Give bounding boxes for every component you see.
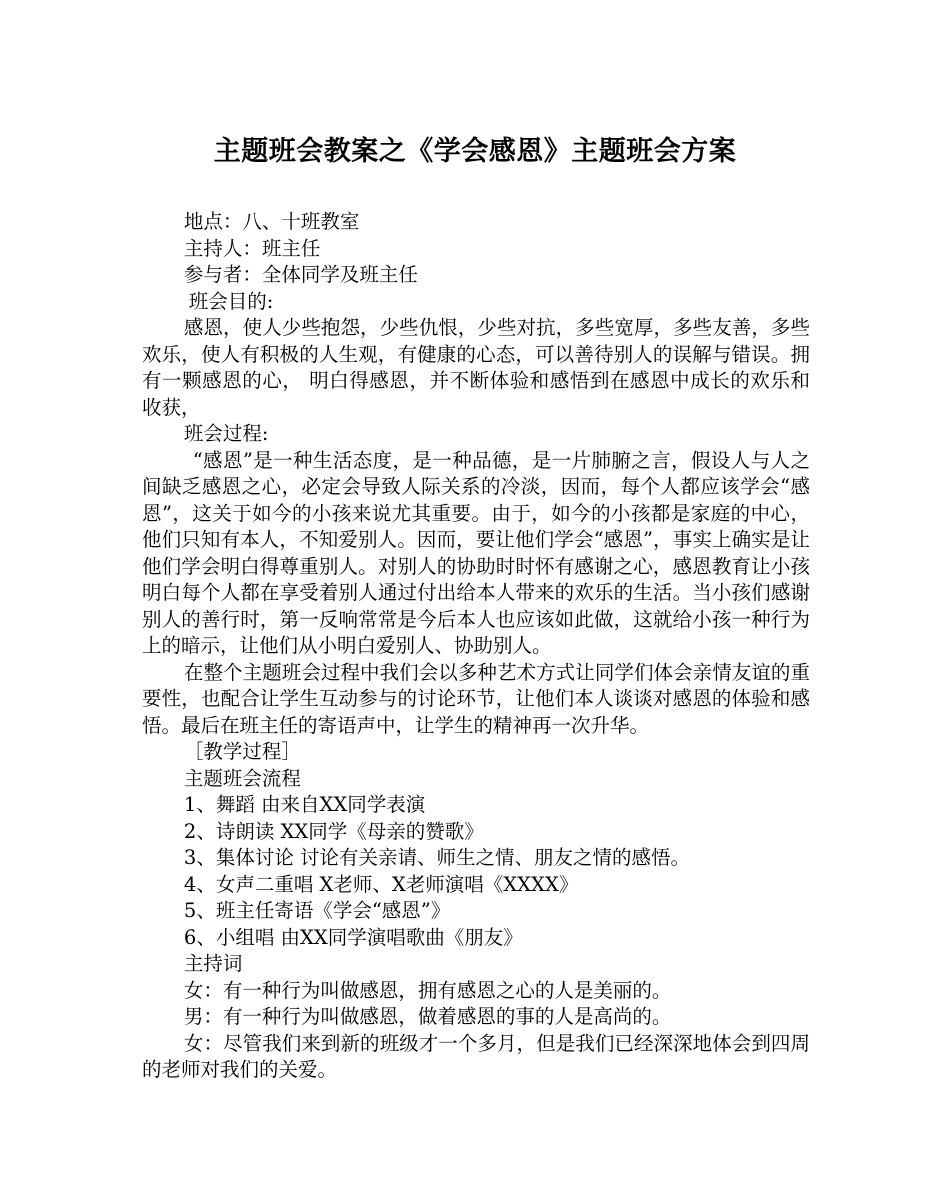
host-line: 女：尽管我们来到新的班级才一个多月，但是我们已经深深地体会到四周的老师对我们的关爱。 — [142, 1031, 810, 1081]
flow-item: 2、诗朗读 XX同学《母亲的赞歌》 — [183, 819, 484, 843]
info-location: 地点：八、十班教室 — [183, 210, 360, 233]
host-words-heading: 主持词 — [183, 952, 243, 975]
document-body — [142, 209, 810, 1084]
process-heading: 班会过程: — [183, 422, 269, 445]
info-host: 主持人：班主任 — [183, 236, 321, 260]
process-paragraph-2: 在整个主题班会过程中我们会以多种艺术方式让同学们体会亲情友谊的重要性，也配合让学生互动参与的讨论环节，让他们本人谈谈对感恩的体验和感悟。最后在班主任的寄语声中，让学生的精神再一次升华。 — [142, 660, 810, 737]
info-participants: 参与者：全体同学及班主任 — [183, 263, 418, 286]
host-line: 女：有一种行为叫做感恩，拥有感恩之心的人是美丽的。 — [183, 978, 672, 1002]
flow-item: 6、小组唱 由XX同学演唱歌曲《朋友》 — [183, 925, 523, 949]
purpose-paragraph: 感恩，使人少些抱怨，少些仇恨，少些对抗，多些宽厚，多些友善，多些欢乐，使人有积极的人生观，有健康的心态，可以善待别人的误解与错误。拥有一颗感恩的心， 明白得感恩，并不断体验和感悟到在感恩中成长的欢乐和收获， — [142, 316, 810, 419]
flow-item: 1、舞蹈 由来自XX同学表演 — [183, 793, 426, 816]
purpose-heading: 班会目的: — [188, 289, 274, 313]
flow-item: 5、班主任寄语《学会“感恩”》 — [183, 899, 451, 922]
document-title: 主题班会教案之《学会感恩》主题班会方案 — [213, 136, 737, 167]
flow-heading: 主题班会流程 — [183, 766, 301, 790]
flow-item: 3、集体讨论 讨论有关亲请、师生之情、朋友之情的感悟。 — [183, 846, 691, 869]
teaching-heading: ［教学过程］ — [183, 740, 301, 763]
host-line: 男：有一种行为叫做感恩，做着感恩的事的人是高尚的。 — [183, 1005, 672, 1028]
flow-item: 4、女声二重唱 X老师、X老师演唱《XXXX》 — [183, 872, 579, 896]
process-paragraph-1: “感恩”是一种生活态度，是一种品德，是一片肺腑之言，假设人与人之间缺乏感恩之心，必定会导致人际关系的冷淡，因而，每个人都应该学会“感恩”，这关于如今的小孩来说尤其重要。由于，如今的小孩都是家庭的中心，他们只知有本人，不知爱别人。因而，要让他们学会“感恩”，事实上确实是让他们学会明白得尊重别人。对别人的协助时时怀有感谢之心，感恩教育让小孩明白每个人都在享受着别人通过付出给本人带来的欢乐的生活。当小孩们感谢别人的善行时，第一反响常常是今后本人也应该如此做，这就给小孩一种行为上的暗示，让他们从小明白爱别人、协助别人。 — [142, 448, 810, 657]
